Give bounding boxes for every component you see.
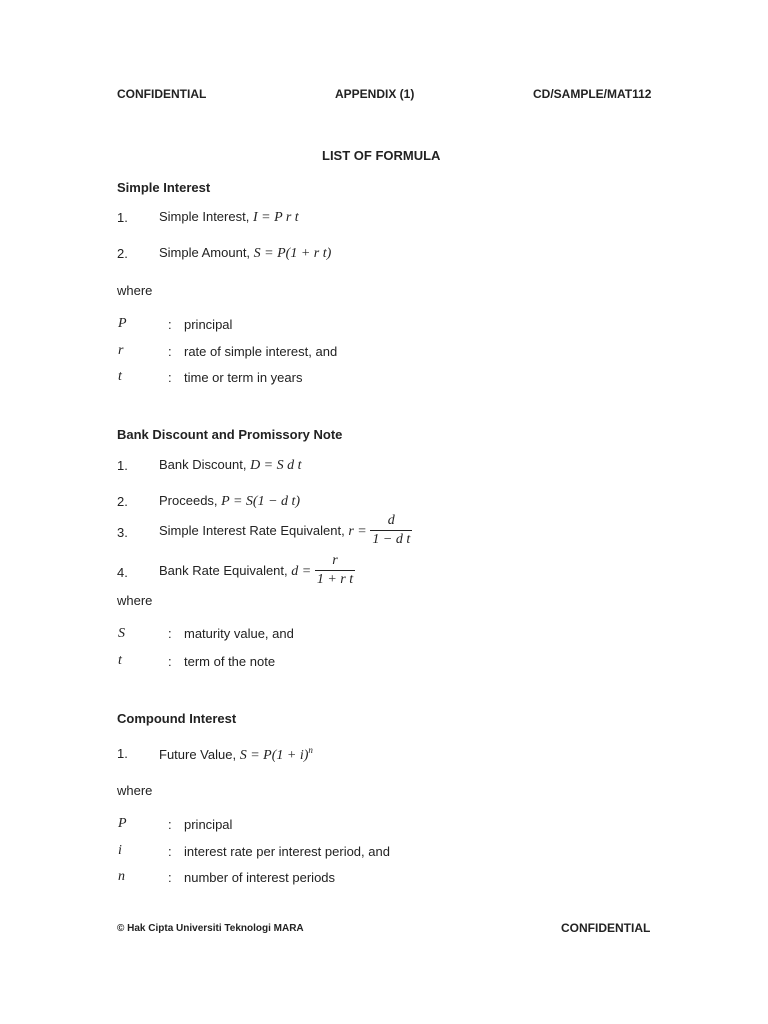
variable-colon: : <box>168 344 172 359</box>
formula-item-bank-rate-equivalent <box>159 554 355 589</box>
formula-number: 2. <box>117 246 128 261</box>
fraction-denominator: 1 + r t <box>316 572 354 587</box>
formula-expression: P = S(1 − d t) <box>221 494 301 509</box>
formula-label: Simple Interest, <box>159 209 250 224</box>
variable-symbol: P <box>118 316 127 331</box>
section-heading-compound-interest: Compound Interest <box>117 711 237 726</box>
footer-confidential: CONFIDENTIAL <box>561 921 651 935</box>
formula-item-bank-discount <box>159 457 302 474</box>
variable-description: interest rate per interest period, and <box>184 844 390 859</box>
where-label: where <box>117 593 153 608</box>
formula-expression: I = P r t <box>252 210 299 225</box>
variable-description: rate of simple interest, and <box>184 344 338 359</box>
variable-description: term of the note <box>184 654 276 669</box>
variable-symbol: r <box>118 343 124 358</box>
footer-copyright: © Hak Cipta Universiti Teknologi MARA <box>117 923 304 934</box>
formula-item-proceeds <box>159 493 300 510</box>
variable-symbol: t <box>118 653 122 668</box>
formula-item-simple-amount <box>159 245 331 262</box>
formula-number: 4. <box>117 565 128 580</box>
page-title: LIST OF FORMULA <box>322 148 441 163</box>
formula-item-future-value <box>159 745 313 764</box>
variable-description: time or term in years <box>184 370 303 385</box>
variable-colon: : <box>168 317 172 332</box>
formula-label: Simple Interest Rate Equivalent, <box>159 522 345 538</box>
formula-number: 2. <box>117 494 128 509</box>
variable-symbol: i <box>118 843 122 858</box>
formula-expression: S = P(1 + i) <box>239 748 309 763</box>
fraction <box>370 513 412 548</box>
header-code: CD/SAMPLE/MAT112 <box>533 87 652 101</box>
header-appendix: APPENDIX (1) <box>335 87 415 101</box>
fraction-numerator: d <box>387 513 395 528</box>
section-heading-bank-discount: Bank Discount and Promissory Note <box>117 427 343 442</box>
variable-colon: : <box>168 626 172 641</box>
variable-symbol: S <box>118 626 125 641</box>
variable-symbol: n <box>118 869 125 884</box>
where-label: where <box>117 283 153 298</box>
formula-number: 3. <box>117 525 128 540</box>
formula-number: 1. <box>117 210 128 225</box>
variable-colon: : <box>168 870 172 885</box>
formula-label: Simple Amount, <box>159 245 251 260</box>
formula-label: Bank Discount, <box>159 457 247 472</box>
variable-colon: : <box>168 817 172 832</box>
variable-colon: : <box>168 844 172 859</box>
formula-expression: D = S d t <box>250 458 302 473</box>
formula-exponent: n <box>308 745 313 755</box>
variable-colon: : <box>168 370 172 385</box>
fraction-denominator: 1 − d t <box>372 532 411 547</box>
variable-colon: : <box>168 654 172 669</box>
formula-number: 1. <box>117 746 128 761</box>
fraction <box>315 553 355 588</box>
header-confidential: CONFIDENTIAL <box>117 87 207 101</box>
formula-number: 1. <box>117 458 128 473</box>
where-label: where <box>117 783 153 798</box>
formula-label: Bank Rate Equivalent, <box>159 562 288 578</box>
formula-expression: S = P(1 + r t) <box>253 246 332 261</box>
formula-item-simple-interest <box>159 209 299 226</box>
formula-lhs: d = <box>291 563 312 579</box>
variable-description: number of interest periods <box>184 870 336 885</box>
section-heading-simple-interest: Simple Interest <box>117 180 211 195</box>
formula-label: Proceeds, <box>159 493 218 508</box>
variable-symbol: t <box>118 369 122 384</box>
formula-item-rate-equivalent <box>159 514 412 549</box>
variable-description: principal <box>184 817 233 832</box>
formula-label: Future Value, <box>159 747 237 762</box>
fraction-numerator: r <box>332 553 338 568</box>
formula-lhs: r = <box>348 523 367 539</box>
variable-description: maturity value, and <box>184 626 294 641</box>
variable-symbol: P <box>118 816 127 831</box>
variable-description: principal <box>184 317 233 332</box>
